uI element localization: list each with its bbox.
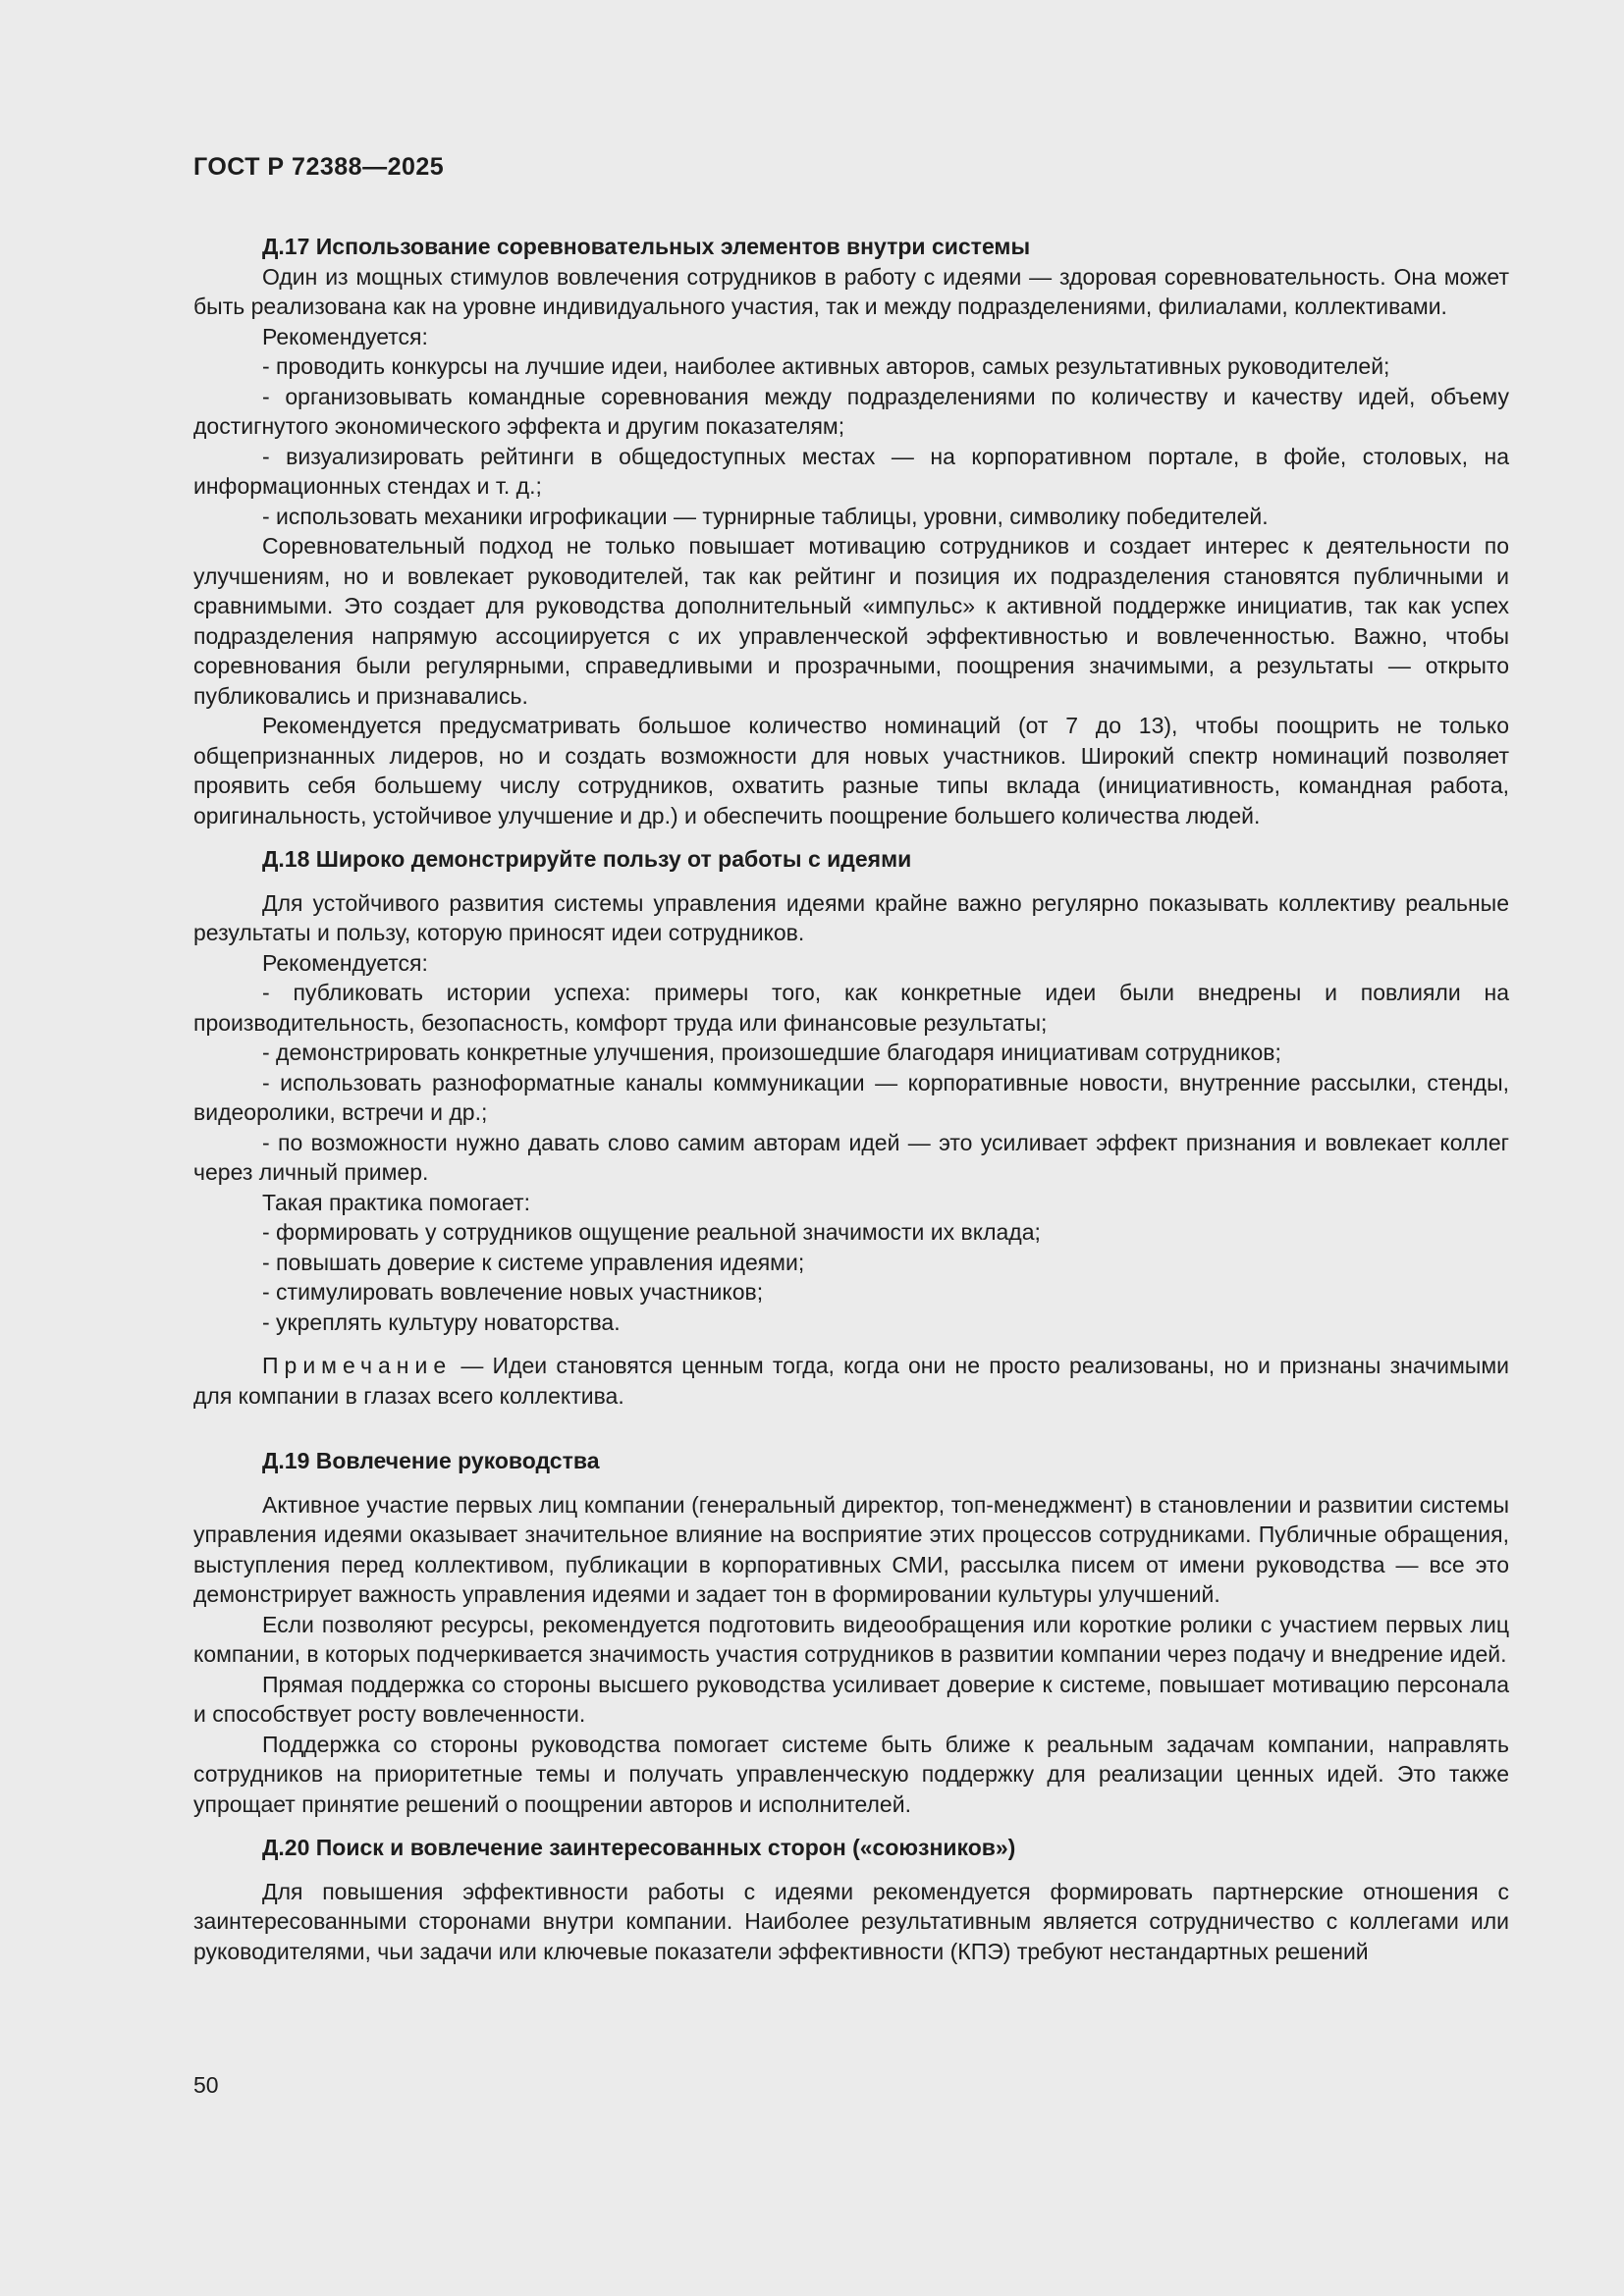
list-item: - использовать разноформатные каналы коммуникации — корпоративные новости, внутренние рассылки, стенды, видеоролики, встречи и др.; [193, 1069, 1509, 1125]
note-label: Примечание [262, 1353, 453, 1378]
list-item: - визуализировать рейтинги в общедоступных местах — на корпоративном портале, в фойе, столовых, на информационных стендах и т. д.; [193, 443, 1509, 499]
section-title-d19: Д.19 Вовлечение руководства [262, 1448, 600, 1473]
list-item: - стимулировать вовлечение новых участников; [262, 1279, 764, 1305]
document-body [193, 232, 1509, 1966]
section-title-d17: Д.17 Использование соревновательных элементов внутри системы [262, 234, 1031, 259]
paragraph: Для повышения эффективности работы с идеями рекомендуется формировать партнерские отношения с заинтересованными сторонами внутри компании. Наиболее результативным является сотрудничество с коллегами или руководителями, чьи задачи или ключевые показатели эффективности (КПЭ) требуют нестандартных решений [193, 1878, 1509, 1964]
paragraph: Рекомендуется: [262, 323, 428, 349]
paragraph: Рекомендуется: [262, 949, 428, 976]
document-id: ГОСТ Р 72388—2025 [193, 153, 445, 181]
list-item: - организовывать командные соревнования между подразделениями по количеству и качеству идей, объему достигнутого экономического эффекта и другим показателям; [193, 383, 1509, 439]
note-text: — Идеи становятся ценным тогда, когда они не просто реализованы, но и признаны значимыми для компании в глазах всего коллектива. [193, 1353, 1509, 1409]
paragraph: Поддержка со стороны руководства помогает системе быть ближе к реальным задачам компании, направлять сотрудников на приоритетные темы и получать управленческую поддержку для реализации ценных идей. Это также упрощает принятие решений о поощрении авторов и исполнителей. [193, 1731, 1509, 1817]
paragraph: Один из мощных стимулов вовлечения сотрудников в работу с идеями — здоровая соревновательность. Она может быть реализована как на уровне индивидуального участия, так и между подразделениями, филиалами, коллективами. [193, 263, 1509, 319]
paragraph: Соревновательный подход не только повышает мотивацию сотрудников и создает интерес к деятельности по улучшениям, но и вовлекает руководителей, так как рейтинг и позиция их подразделения становятся публичными и сравнимыми. Это создает для руководства дополнительный «импульс» к активной поддержке инициатив, так как успех подразделения напрямую ассоциируется с их управленческой эффективностью и вовлеченностью. Важно, чтобы соревнования были регулярными, справедливыми и прозрачными, поощрения значимыми, а результаты — открыто публиковались и признавались. [193, 533, 1509, 709]
paragraph: Прямая поддержка со стороны высшего руководства усиливает доверие к системе, повышает мотивацию персонала и способствует росту вовлеченности. [193, 1671, 1509, 1727]
paragraph: Если позволяют ресурсы, рекомендуется подготовить видеообращения или короткие ролики с участием первых лиц компании, в которых подчеркивается значимость участия сотрудников в развитии компании через подачу и внедрение идей. [193, 1611, 1509, 1667]
paragraph: Рекомендуется предусматривать большое количество номинаций (от 7 до 13), чтобы поощрить не только общепризнанных лидеров, но и создать возможности для новых участников. Широкий спектр номинаций позволяет проявить себя большему числу сотрудников, охватить разные типы вклада (инициативность, командная работа, оригинальность, устойчивое улучшение и др.) и обеспечить поощрение большего количества людей. [193, 713, 1509, 828]
section-title-d20: Д.20 Поиск и вовлечение заинтересованных сторон («союзников») [262, 1835, 1016, 1860]
section-title-d18: Д.18 Широко демонстрируйте пользу от работы с идеями [262, 846, 912, 872]
list-item: - формировать у сотрудников ощущение реальной значимости их вклада; [262, 1219, 1041, 1245]
page-number: 50 [193, 2072, 219, 2098]
paragraph: Такая практика помогает: [262, 1189, 530, 1215]
paragraph: Для устойчивого развития системы управления идеями крайне важно регулярно показывать коллективу реальные результаты и пользу, которую приносят идеи сотрудников. [193, 889, 1509, 945]
list-item: - использовать механики игрофикации — турнирные таблицы, уровни, символику победителей. [262, 503, 1269, 529]
document-page [193, 149, 1509, 1966]
list-item: - проводить конкурсы на лучшие идеи, наиболее активных авторов, самых результативных руководителей; [262, 353, 1390, 379]
paragraph: Активное участие первых лиц компании (генеральный директор, топ-менеджмент) в становлении и развитии системы управления идеями оказывает значительное влияние на восприятие этих процессов сотрудниками. Публичные обращения, выступления перед коллективом, публикации в корпоративных СМИ, рассылка писем от имени руководства — все это демонстрирует важность управления идеями и задает тон в формировании культуры улучшений. [193, 1491, 1509, 1607]
list-item: - публиковать истории успеха: примеры того, как конкретные идеи были внедрены и повлияли на производительность, безопасность, комфорт труда или финансовые результаты; [193, 980, 1509, 1036]
note [193, 1351, 1509, 1411]
list-item: - по возможности нужно давать слово самим авторам идей — это усиливает эффект признания и вовлекает коллег через личный пример. [193, 1129, 1509, 1185]
list-item: - повышать доверие к системе управления идеями; [262, 1249, 805, 1275]
list-item: - укреплять культуру новаторства. [262, 1308, 621, 1335]
list-item: - демонстрировать конкретные улучшения, произошедшие благодаря инициативам сотрудников; [262, 1040, 1281, 1065]
